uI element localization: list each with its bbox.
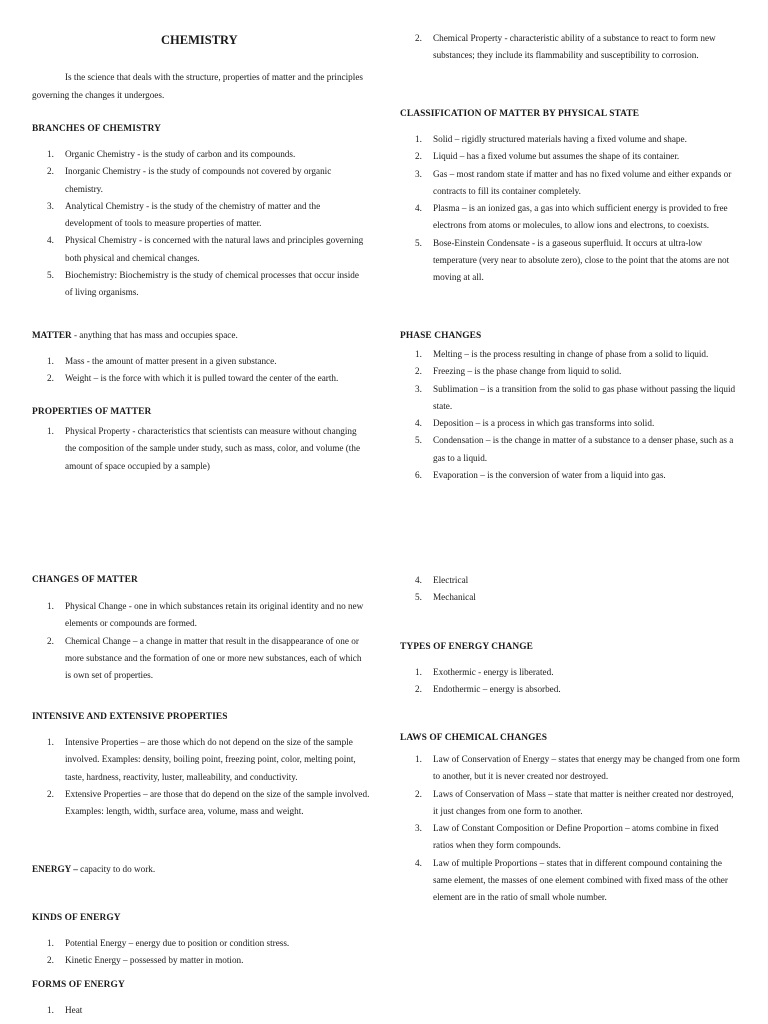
list-item-number: 5. xyxy=(415,435,422,446)
list-item-text: Chemical Change – a change in matter that result in the disappearance of one or more substance and the formation of one or more new substances, each of which is own set of properties. xyxy=(65,635,362,681)
list-item-number: 6. xyxy=(415,470,422,481)
list-item-number: 2. xyxy=(47,788,54,799)
list-item xyxy=(32,633,367,685)
changes-of-matter-list xyxy=(32,598,367,684)
list-item xyxy=(400,346,740,363)
list-item-text: Gas – most random state if matter and has no fixed volume and either expands or contracts to fill its container completely. xyxy=(433,168,732,196)
list-item xyxy=(32,163,367,198)
list-item-number: 1. xyxy=(47,601,54,611)
list-item-text: Solid – rigidly structured materials having a fixed volume and shape. xyxy=(433,134,687,144)
list-item-text: Deposition – is a process in which gas transforms into solid. xyxy=(433,418,655,429)
phase-changes-heading: PHASE CHANGES xyxy=(400,331,482,341)
list-item-text: Heat xyxy=(65,1005,83,1015)
list-item xyxy=(400,200,740,235)
list-item-number: 1. xyxy=(415,667,422,677)
list-item-text: Laws of Conservation of Mass – state that matter is neither created nor destroyed, it just changes from one form to another. xyxy=(433,788,734,816)
energy-definition xyxy=(32,864,367,874)
list-item-text: Physical Property - characteristics that scientists can measure without changing the composition of the sample under study, such as mass, color, and volume (the amount of space occupied by a sample) xyxy=(65,426,361,471)
list-item-text: Endothermic – energy is absorbed. xyxy=(433,684,561,695)
intro-paragraph: Is the science that deals with the structure, properties of matter and the principles governing the changes it undergoes. xyxy=(32,72,363,100)
list-item xyxy=(400,664,740,681)
classification-list xyxy=(400,131,740,287)
list-item-text: Law of Conservation of Energy – states that energy may be changed from one form to another, but it is never created nor destroyed. xyxy=(433,754,740,782)
list-item-number: 4. xyxy=(415,575,422,585)
list-item xyxy=(32,423,367,475)
list-item-number: 2. xyxy=(47,166,54,177)
list-item-number: 1. xyxy=(47,737,54,747)
types-energy-change-heading: TYPES OF ENERGY CHANGE xyxy=(400,642,534,652)
list-item xyxy=(32,267,367,302)
list-item xyxy=(400,820,740,855)
list-item xyxy=(400,235,740,287)
list-item xyxy=(400,432,740,467)
list-item-number: 4. xyxy=(415,418,422,429)
list-item-number: 3. xyxy=(415,823,422,834)
list-item-number: 2. xyxy=(415,366,422,377)
list-item xyxy=(32,353,372,370)
forms-of-energy-list xyxy=(32,1002,367,1019)
list-item xyxy=(32,232,367,267)
list-item-text: Exothermic - energy is liberated. xyxy=(433,667,554,677)
list-item xyxy=(32,935,367,952)
list-item xyxy=(400,30,740,65)
forms-of-energy-heading: FORMS OF ENERGY xyxy=(32,980,125,990)
list-item-text: Law of multiple Proportions – states that in different compound containing the same element, the masses of one element combined with fixed mass of the other element are in the ratio of small whole number. xyxy=(433,857,728,903)
list-item-text: Mechanical xyxy=(433,592,476,603)
list-item-text: Sublimation – is a transition from the solid to gas phase without passing the liquid state. xyxy=(433,383,736,411)
properties-heading: PROPERTIES OF MATTER xyxy=(32,407,152,417)
list-item xyxy=(32,198,367,233)
matter-definition-text: - anything that has mass and occupies space. xyxy=(71,330,238,340)
list-item xyxy=(32,146,367,163)
list-item-number: 2. xyxy=(415,684,422,695)
list-item-number: 1. xyxy=(415,134,422,144)
properties-list-continued xyxy=(400,30,740,65)
list-item xyxy=(400,148,740,165)
list-item xyxy=(400,166,740,201)
list-item xyxy=(32,786,372,821)
list-item-text: Electrical xyxy=(433,575,469,585)
list-item-number: 1. xyxy=(47,938,54,948)
list-item xyxy=(32,734,372,786)
list-item xyxy=(400,415,740,432)
list-item-number: 2. xyxy=(415,788,422,799)
list-item-text: Liquid – has a fixed volume but assumes the shape of its container. xyxy=(433,151,680,162)
kinds-of-energy-heading: KINDS OF ENERGY xyxy=(32,913,121,923)
list-item xyxy=(32,1002,367,1019)
phase-changes-list xyxy=(400,346,740,484)
list-item-number: 5. xyxy=(47,270,54,281)
list-item xyxy=(400,855,740,907)
list-item-text: Melting – is the process resulting in change of phase from a solid to liquid. xyxy=(433,349,709,359)
list-item-text: Physical Change - one in which substances retain its original identity and no new elements or compounds are formed. xyxy=(65,601,364,629)
intensive-extensive-list xyxy=(32,734,372,820)
changes-of-matter-heading: CHANGES OF MATTER xyxy=(32,575,138,585)
types-energy-change-list xyxy=(400,664,740,699)
list-item-number: 5. xyxy=(415,592,422,603)
list-item-text: Physical Chemistry - is concerned with the natural laws and principles governing both physical and chemical changes. xyxy=(65,235,364,263)
list-item-number: 2. xyxy=(415,151,422,162)
list-item-text: Law of Constant Composition or Define Proportion – atoms combine in fixed ratios when they form compounds. xyxy=(433,823,719,851)
matter-term: MATTER xyxy=(32,330,72,340)
list-item-text: Biochemistry: Biochemistry is the study of chemical processes that occur inside of living organisms. xyxy=(65,270,359,298)
list-item-number: 5. xyxy=(415,237,422,248)
list-item-number: 4. xyxy=(47,235,54,246)
energy-term: ENERGY – xyxy=(32,864,78,874)
list-item xyxy=(400,467,740,484)
list-item xyxy=(400,363,740,380)
list-item xyxy=(400,381,740,416)
list-item xyxy=(32,952,367,969)
list-item-number: 2. xyxy=(47,635,54,646)
list-item xyxy=(400,589,740,606)
list-item xyxy=(400,786,740,821)
laws-heading: LAWS OF CHEMICAL CHANGES xyxy=(400,733,548,743)
list-item-number: 1. xyxy=(47,1005,54,1015)
list-item-number: 1. xyxy=(47,356,54,366)
list-item-text: Analytical Chemistry - is the study of the chemistry of matter and the development of tools to measure properties of matter. xyxy=(65,200,321,229)
list-item-text: Kinetic Energy – possessed by matter in motion. xyxy=(65,955,244,966)
list-item xyxy=(32,598,367,633)
list-item-text: Weight – is the force with which it is pulled toward the center of the earth. xyxy=(65,373,339,384)
list-item-text: Bose-Einstein Condensate - is a gaseous superfluid. It occurs at ultra-low temperature (very near to absolute zero), close to the point that the atoms are not moving at all. xyxy=(433,237,730,283)
list-item xyxy=(400,681,740,698)
list-item-text: Inorganic Chemistry - is the study of compounds not covered by organic chemistry. xyxy=(65,166,332,194)
energy-definition-text: capacity to do work. xyxy=(77,864,156,874)
properties-list xyxy=(32,423,367,475)
forms-of-energy-list-continued xyxy=(400,572,740,607)
list-item xyxy=(400,131,740,148)
list-item-number: 2. xyxy=(415,33,422,43)
list-item-number: 3. xyxy=(415,383,422,394)
list-item-number: 2. xyxy=(47,373,54,384)
branches-list xyxy=(32,146,367,302)
laws-list xyxy=(400,751,740,907)
matter-definition xyxy=(32,330,367,340)
list-item-number: 1. xyxy=(47,426,54,436)
list-item-text: Chemical Property - characteristic ability of a substance to react to form new substances; they include its flammability and susceptibility to corrosion. xyxy=(433,33,716,61)
list-item-text: Extensive Properties – are those that do depend on the size of the sample involved. Examples: length, width, surface area, volume, mass and weight. xyxy=(65,788,370,817)
list-item-text: Plasma – is an ionized gas, a gas into which sufficient energy is provided to free electrons from atoms or molecules, to allow ions and electrons, to coexists. xyxy=(433,203,728,231)
intensive-extensive-heading: INTENSIVE AND EXTENSIVE PROPERTIES xyxy=(32,712,228,722)
kinds-of-energy-list xyxy=(32,935,367,970)
matter-list xyxy=(32,353,372,388)
list-item-text: Mass - the amount of matter present in a given substance. xyxy=(65,356,277,366)
list-item-number: 1. xyxy=(415,754,422,764)
list-item xyxy=(400,572,740,589)
list-item-number: 3. xyxy=(47,200,54,211)
list-item-number: 2. xyxy=(47,955,54,966)
list-item-number: 1. xyxy=(47,149,54,159)
list-item xyxy=(32,370,372,387)
list-item-number: 1. xyxy=(415,349,422,359)
branches-heading: BRANCHES OF CHEMISTRY xyxy=(32,124,162,134)
list-item-number: 4. xyxy=(415,857,422,868)
list-item-text: Potential Energy – energy due to position or condition stress. xyxy=(65,938,290,948)
list-item-text: Freezing – is the phase change from liquid to solid. xyxy=(433,366,622,377)
list-item-text: Intensive Properties – are those which do not depend on the size of the sample involved. Examples: density, boiling point, freezing point, color, melting point, taste, hardness, reactivity, luster, malleability, and conductivity. xyxy=(65,737,356,782)
page-title: CHEMISTRY xyxy=(161,33,238,47)
classification-heading: CLASSIFICATION OF MATTER BY PHYSICAL STATE xyxy=(400,109,640,119)
list-item xyxy=(400,751,740,786)
list-item-text: Condensation – is the change in matter of a substance to a denser phase, such as a gas to a liquid. xyxy=(433,435,734,463)
list-item-text: Organic Chemistry - is the study of carbon and its compounds. xyxy=(65,149,296,159)
list-item-text: Evaporation – is the conversion of water from a liquid into gas. xyxy=(433,470,666,481)
list-item-number: 3. xyxy=(415,168,422,179)
list-item-number: 4. xyxy=(415,203,422,214)
